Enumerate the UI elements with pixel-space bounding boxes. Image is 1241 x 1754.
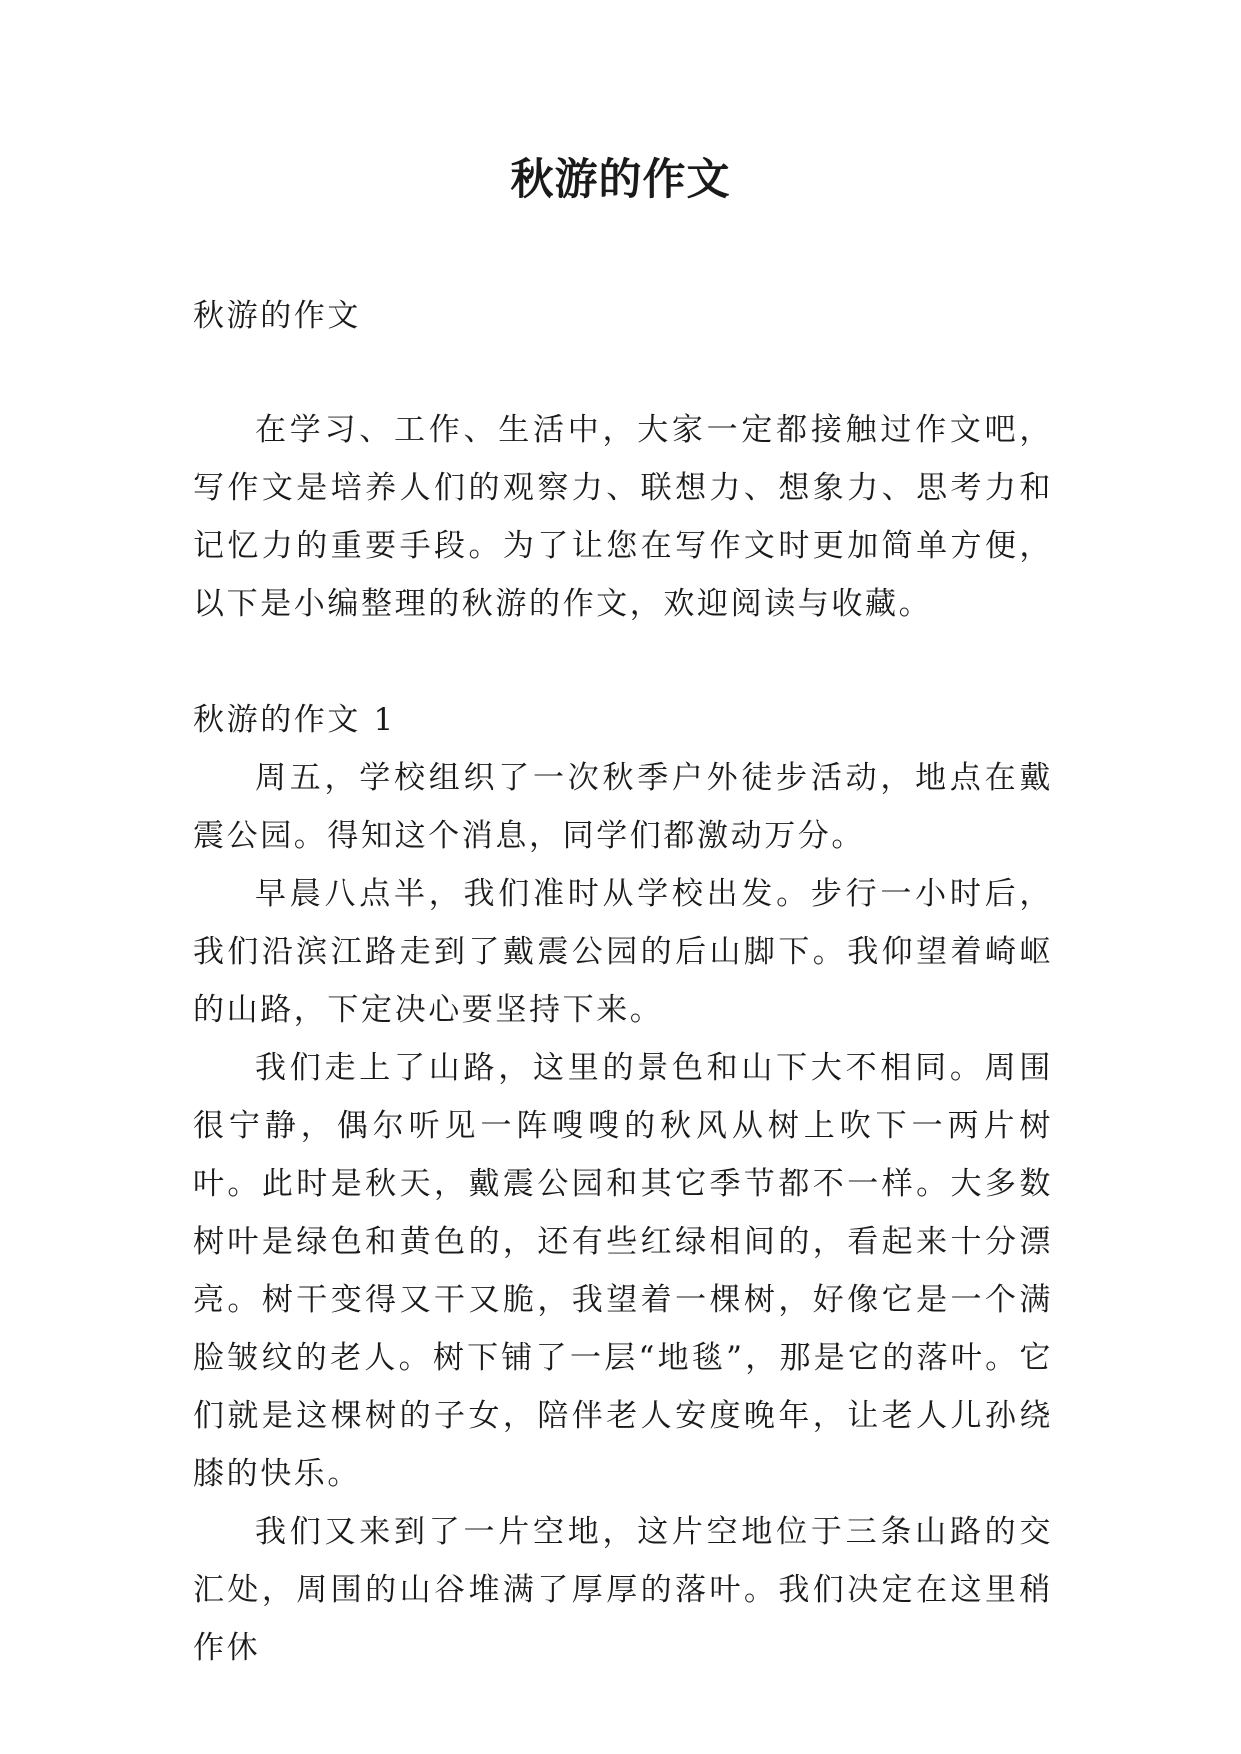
body-paragraph-4: 我们又来到了一片空地，这片空地位于三条山路的交汇处，周围的山谷堆满了厚厚的落叶。我们决定在这里稍作休 (193, 1514, 1053, 1666)
body-paragraph-3: 我们走上了山路，这里的景色和山下大不相同。周围很宁静，偶尔听见一阵嗖嗖的秋风从树上吹下一两片树叶。此时是秋天，戴震公园和其它季节都不一样。大多数树叶是绿色和黄色的，还有些红绿相间的，看起来十分漂亮。树干变得又干又脆，我望着一棵树，好像它是一个满脸皱纹的老人。树下铺了一层“地毯”，那是它的落叶。它们就是这棵树的子女，陪伴老人安度晚年，让老人儿孙绕膝的快乐。 (193, 1050, 1053, 1492)
body-paragraph-1: 周五，学校组织了一次秋季户外徒步活动，地点在戴震公园。得知这个消息，同学们都激动万分。 (193, 760, 1053, 854)
document-title: 秋游的作文 (510, 155, 731, 205)
document-subtitle: 秋游的作文 (193, 298, 361, 334)
section-heading: 秋游的作文 1 (193, 702, 396, 738)
body-paragraph-2: 早晨八点半，我们准时从学校出发。步行一小时后，我们沿滨江路走到了戴震公园的后山脚下。我仰望着崎岖的山路，下定决心要坚持下来。 (193, 876, 1053, 1028)
intro-paragraph: 在学习、工作、生活中，大家一定都接触过作文吧，写作文是培养人们的观察力、联想力、想象力、思考力和记忆力的重要手段。为了让您在写作文时更加简单方便，以下是小编整理的秋游的作文，欢迎阅读与收藏。 (193, 412, 1053, 622)
document-body (193, 287, 1053, 1677)
